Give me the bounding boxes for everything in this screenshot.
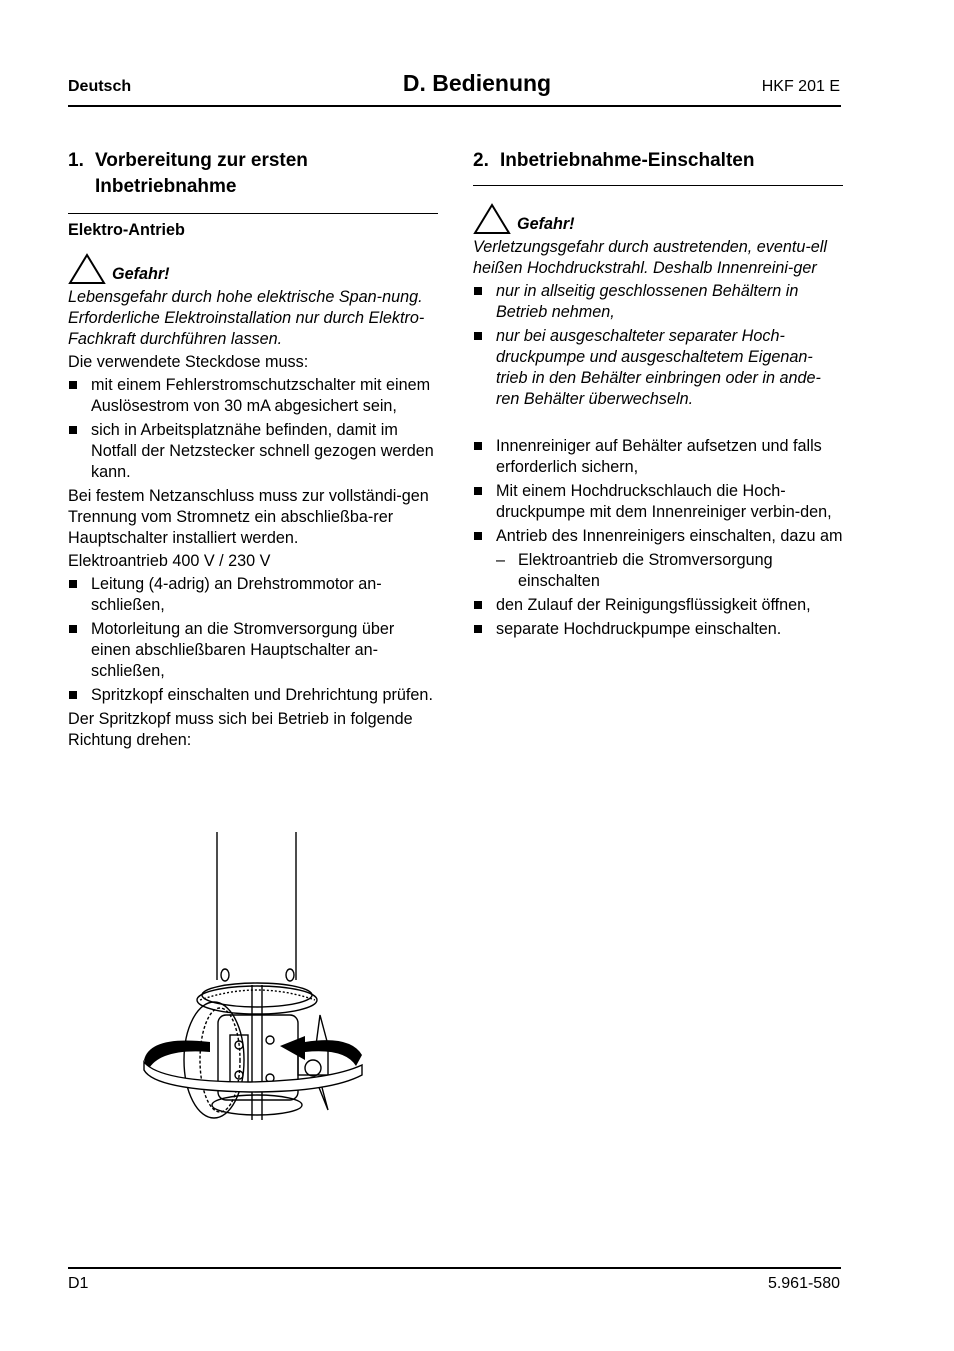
list-item: [473, 281, 843, 323]
subheading-electro-drive: Elektro-Antrieb: [68, 221, 185, 239]
list-item: [473, 481, 843, 523]
spray-head-illustration: [130, 830, 380, 1125]
list-item-text: den Zulauf der Reinigungsflüssigkeit öffnen,: [496, 596, 811, 614]
header-language: Deutsch: [68, 78, 132, 95]
square-bullet-icon: [69, 426, 77, 434]
fixed-connection-text: Bei festem Netzanschluss muss zur vollständi-gen Trennung vom Stromnetz ein abschließba-rer Hauptschalter installiert werden.: [68, 487, 429, 547]
warning-conditions-list: [473, 281, 843, 410]
square-bullet-icon: [474, 601, 482, 609]
warning-text-right: Verletzungsgefahr durch austretenden, eventu-ell heißen Hochdruckstrahl. Deshalb Innenreini-ger: [473, 238, 827, 277]
square-bullet-icon: [69, 580, 77, 588]
square-bullet-icon: [474, 532, 482, 540]
list-item-text: Innenreiniger auf Behälter aufsetzen und falls erforderlich sichern,: [496, 437, 822, 476]
square-bullet-icon: [474, 332, 482, 340]
section-2-rule: [473, 185, 843, 186]
rotation-note: Der Spritzkopf muss sich bei Betrieb in folgende Richtung drehen:: [68, 710, 413, 749]
header-model: HKF 201 E: [761, 78, 840, 95]
list-item-text: mit einem Fehlerstromschutzschalter mit einem Auslösestrom von 30 mA abgesichert sein,: [91, 376, 431, 415]
left-column: [68, 148, 438, 753]
list-item: [68, 685, 438, 706]
warning-text-left: Lebensgefahr durch hohe elektrische Span-nung. Erforderliche Elektroinstallation nur durch Elektro-Fachkraft durchführen lassen.: [68, 288, 425, 348]
section-1-number: 1.: [68, 150, 84, 171]
socket-requirements-list: [68, 375, 438, 483]
section-2-heading: [473, 148, 843, 174]
list-item: [473, 326, 843, 410]
warning-label-right: Gefahr!: [517, 215, 575, 233]
document-number: 5.961-580: [767, 1275, 840, 1292]
sub-step-list: [496, 550, 843, 592]
right-column: [473, 148, 843, 643]
header-rule: [68, 105, 841, 107]
warning-heading-right: [473, 203, 843, 235]
list-item-text: Motorleitung an die Stromversorgung über einen abschließbaren Hauptschalter an-schließen,: [91, 620, 395, 680]
warning-triangle-icon: [473, 203, 511, 235]
list-item: [473, 526, 843, 547]
warning-triangle-icon: [68, 253, 106, 285]
square-bullet-icon: [474, 487, 482, 495]
list-item: [68, 619, 438, 682]
list-item: [473, 595, 843, 616]
square-bullet-icon: [474, 625, 482, 633]
warning-label-left: Gefahr!: [112, 265, 170, 283]
dash-bullet: –: [496, 551, 506, 569]
square-bullet-icon: [474, 442, 482, 450]
footer-rule: [68, 1267, 841, 1269]
list-item-text: nur in allseitig geschlossenen Behältern in Betrieb nehmen,: [496, 282, 799, 321]
square-bullet-icon: [69, 381, 77, 389]
warning-heading-left: [68, 253, 438, 285]
list-item-text: Elektroantrieb die Stromversorgung einschalten: [518, 551, 773, 590]
list-item-text: nur bei ausgeschalteter separater Hoch-druckpumpe und ausgeschaltetem Eigenan-trieb in den Behälter einbringen oder in ande-ren Behälter überwechseln.: [496, 327, 821, 408]
socket-intro: Die verwendete Steckdose muss:: [68, 353, 309, 371]
page-number: D1: [68, 1275, 89, 1292]
section-2-number: 2.: [473, 150, 489, 171]
section-1-rule: [68, 213, 438, 214]
list-item: [473, 436, 843, 478]
list-item-text: Antrieb des Innenreinigers einschalten, dazu am: [496, 527, 843, 545]
page-title: D. Bedienung: [402, 70, 552, 96]
square-bullet-icon: [69, 625, 77, 633]
list-item: [68, 574, 438, 616]
list-item-text: Spritzkopf einschalten und Drehrichtung prüfen.: [91, 686, 433, 704]
list-item: [68, 420, 438, 483]
square-bullet-icon: [69, 691, 77, 699]
section-2-title: Inbetriebnahme-Einschalten: [500, 150, 755, 171]
section-1-heading: [68, 148, 438, 200]
drive-label: Elektroantrieb 400 V / 230 V: [68, 552, 271, 570]
list-item: [473, 619, 843, 640]
list-item-text: Leitung (4-adrig) an Drehstrommotor an-schließen,: [91, 575, 382, 614]
square-bullet-icon: [474, 287, 482, 295]
startup-steps-list: [473, 436, 843, 547]
list-item: [496, 550, 843, 592]
section-1-title: Vorbereitung zur ersten Inbetriebnahme: [95, 150, 308, 197]
list-item-text: Mit einem Hochdruckschlauch die Hoch-druckpumpe mit dem Innenreiniger verbin-den,: [496, 482, 832, 521]
drive-steps-list: [68, 574, 438, 706]
list-item-text: separate Hochdruckpumpe einschalten.: [496, 620, 782, 638]
startup-steps-list-2: [473, 595, 843, 640]
list-item: [68, 375, 438, 417]
list-item-text: sich in Arbeitsplatznähe befinden, damit im Notfall der Netzstecker schnell gezogen werden kann.: [91, 421, 434, 481]
